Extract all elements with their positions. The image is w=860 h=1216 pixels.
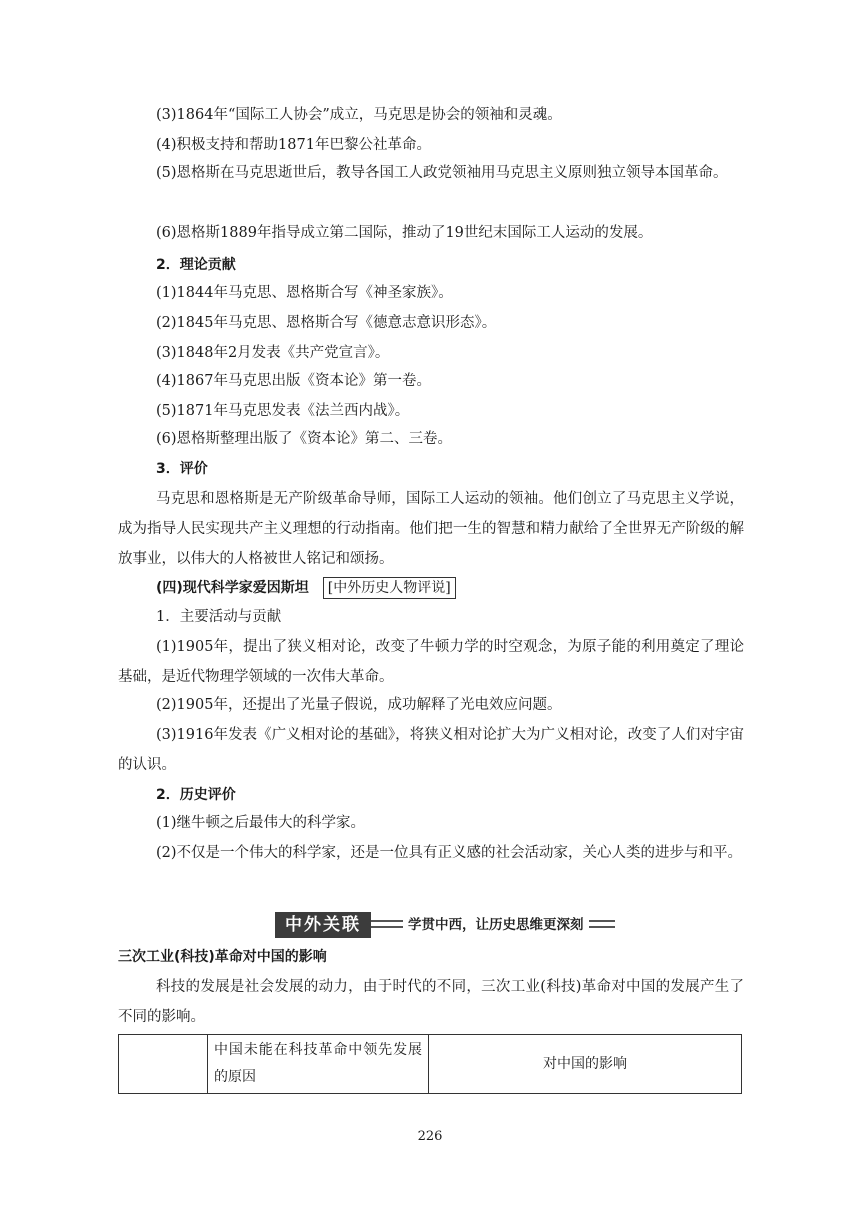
table-cell: 中国未能在科技革命中领先发展的原因 <box>208 1035 429 1094</box>
section-heading: 2．历史评价 <box>156 787 236 803</box>
banner-slogan: 学贯中西，让历史思维更深刻 <box>403 914 589 936</box>
impact-table <box>118 1034 742 1094</box>
text-paragraph: (2)不仅是一个伟大的科学家，还是一位具有正义感的社会活动家，关心人类的进步与和平。 <box>156 845 743 861</box>
text-line: (6)恩格斯整理出版了《资本论》第二、三卷。 <box>156 431 453 447</box>
text-line: (1)继牛顿之后最伟大的科学家。 <box>156 815 366 831</box>
text-line: (4)积极支持和帮助1871年巴黎公社革命。 <box>156 137 431 153</box>
text-line: 1．主要活动与贡献 <box>156 609 282 625</box>
section-banner <box>275 912 615 938</box>
text-paragraph: (1)1905年，提出了狭义相对论，改变了牛顿力学的时空观念，为原子能的利用奠定了理论基础，是近代物理学领域的一次伟大革命。 <box>118 639 744 685</box>
text-line: (6)恩格斯1889年指导成立第二国际，推动了19世纪末国际工人运动的发展。 <box>156 225 653 241</box>
section-heading: 三次工业(科技)革命对中国的影响 <box>118 949 327 965</box>
table-cell <box>119 1035 208 1094</box>
banner-label: 中外关联 <box>275 912 371 938</box>
text-line: (1)1844年马克思、恩格斯合写《神圣家族》。 <box>156 285 453 301</box>
text-paragraph: (3)1916年发表《广义相对论的基础》，将狭义相对论扩大为广义相对论，改变了人们对宇宙的认识。 <box>118 727 744 773</box>
table-header-row <box>119 1035 742 1094</box>
table-cell: 对中国的影响 <box>429 1035 742 1094</box>
text-line: (5)1871年马克思发表《法兰西内战》。 <box>156 403 410 419</box>
text-paragraph: 科技的发展是社会发展的动力，由于时代的不同，三次工业(科技)革命对中国的发展产生了不同的影响。 <box>118 979 744 1025</box>
text-line: (3)1848年2月发表《共产党宣言》。 <box>156 345 390 361</box>
section-heading: 2．理论贡献 <box>156 257 236 273</box>
text-line: (2)1845年马克思、恩格斯合写《德意志意识形态》。 <box>156 315 497 331</box>
page-number: 226 <box>417 1129 443 1144</box>
text-line: (2)1905年，还提出了光量子假说，成功解释了光电效应问题。 <box>156 697 562 713</box>
heading-text: (四)现代科学家爱因斯坦 <box>156 580 309 596</box>
section-heading <box>156 573 744 603</box>
text-paragraph: 马克思和恩格斯是无产阶级革命导师，国际工人运动的领袖。他们创立了马克思主义学说，成为指导人民实现共产主义理想的行动指南。他们把一生的智慧和精力献给了全世界无产阶级的解放事业，以伟大的人格被世人铭记和颂扬。 <box>118 491 744 567</box>
section-heading: 3．评价 <box>156 461 208 477</box>
category-tag: [中外历史人物评说] <box>323 577 456 599</box>
text-paragraph: (5)恩格斯在马克思逝世后，教导各国工人政党领袖用马克思主义原则独立领导本国革命。 <box>156 165 728 181</box>
text-line: (4)1867年马克思出版《资本论》第一卷。 <box>156 373 431 389</box>
text-line: (3)1864年“国际工人协会”成立，马克思是协会的领袖和灵魂。 <box>156 107 562 123</box>
